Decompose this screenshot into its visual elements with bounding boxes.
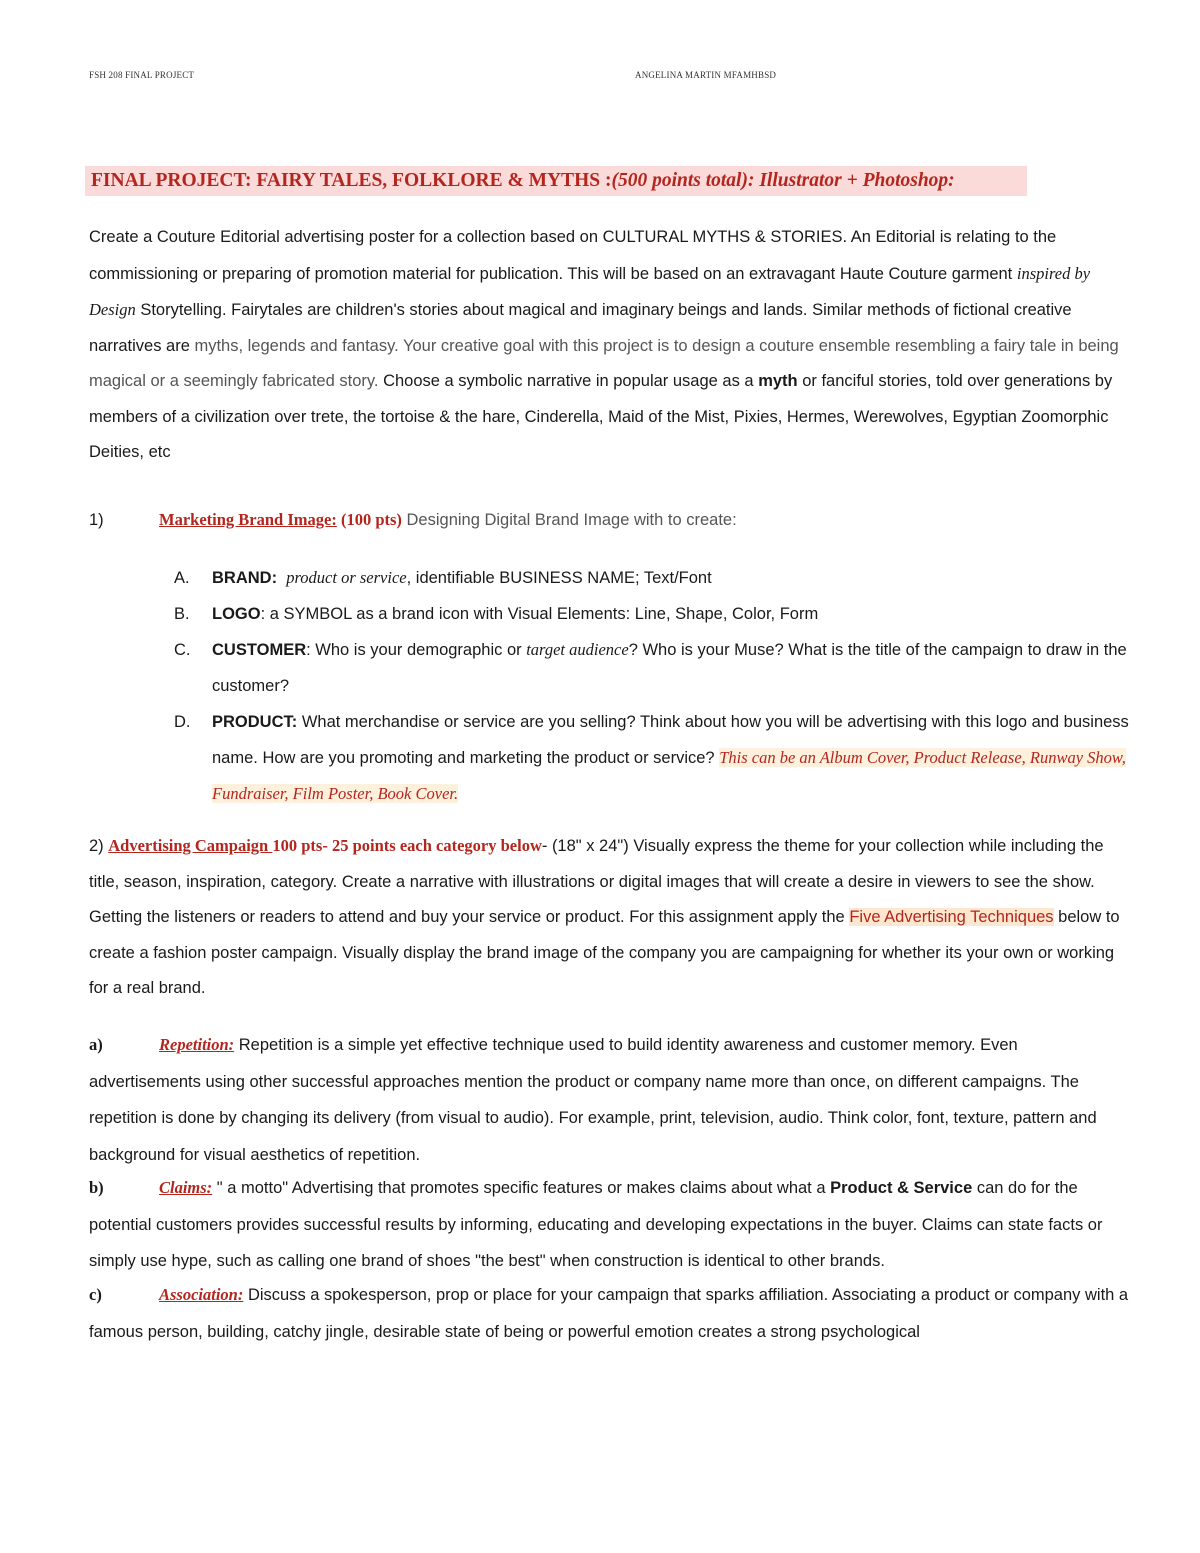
- section-2-text-1: - (18" x 24") Visually express the theme for your collection while including the title, season, inspiration, category. Create a narrative with illustrations or digital images that will create a desire in viewers to see the show. Getting the listeners or readers to attend and buy your service or product. For this assignment apply the: [89, 837, 1104, 926]
- list-bold: LOGO: [212, 605, 261, 623]
- list-emphasis: target audience: [526, 640, 629, 659]
- list-text: What merchandise or service are you selling? Think about how you will be advertising with this logo and business name. How are you promoting and marketing the product or service?: [212, 713, 1129, 767]
- technique-letter: c): [89, 1285, 102, 1304]
- technique-text: Repetition is a simple yet effective technique used to build identity awareness and customer memory. Even advertisements using other successful approaches mention the product or company name more than once, on different campaigns. The repetition is done by changing its delivery (from visual to audio). For example, print, television, audio. Think color, font, texture, pattern and background for visual aesthetics of repetition.: [89, 1036, 1097, 1164]
- intro-text-4: or fanciful stories, told over generations by members of a civilization over trete, the tortoise & the hare, Cinderella, Maid of the Mist, Pixies, Hermes, Werewolves, Egyptian Zoomorphic Deities, etc: [89, 372, 1113, 461]
- list-letter: C.: [174, 641, 191, 659]
- section-2-number: 2): [89, 837, 109, 855]
- page-title: [85, 166, 1027, 196]
- list-text: ? Who is your Muse? What is the title of the campaign to draw in the customer?: [212, 641, 1127, 695]
- section-1-text: Designing Digital Brand Image with to create:: [401, 511, 737, 529]
- intro-paragraph: [89, 220, 1134, 471]
- intro-text-gray: myths, legends and fantasy. Your creative goal with this project is to design a couture ensemble resembling a fairy tale in being magical or a seemingly fabricated story.: [89, 336, 1119, 390]
- intro-text-3: Choose a symbolic narrative in popular usage as a: [378, 372, 759, 390]
- section-1-heading: [89, 508, 737, 532]
- technique-letter: b): [89, 1178, 104, 1197]
- section-2-paragraph: [89, 828, 1134, 1007]
- list-letter: B.: [174, 605, 190, 623]
- technique-letter: a): [89, 1035, 103, 1054]
- list-text: : a SYMBOL as a brand icon with Visual Elements: Line, Shape, Color, Form: [260, 605, 819, 623]
- list-letter: D.: [174, 713, 191, 731]
- technique-text: Discuss a spokesperson, prop or place for your campaign that sparks affiliation. Associating a product or company with a famous person, building, catchy jingle, desirable state of being or powerful emotion creates a strong psychological: [89, 1286, 1129, 1341]
- technique-name: Association:: [159, 1285, 244, 1304]
- section-1-points: (100 pts): [336, 510, 402, 529]
- intro-text-2: Storytelling. Fairytales are children's stories about magical and imaginary beings and lands. Similar methods of fictional creative narratives are: [89, 301, 1072, 355]
- list-highlight: This can be an Album Cover, Product Release, Runway Show, Fundraiser, Film Poster, Book Cover.: [212, 748, 1126, 803]
- section-1-number: 1): [89, 511, 104, 529]
- section-2-points: 100 pts- 25 points each category below: [272, 836, 542, 855]
- intro-text-1: Create a Couture Editorial advertising poster for a collection based on CULTURAL MYTHS & STORIES. An Editorial is relating to the commissioning or preparing of promotion material for publication. This will be based on an extravagant Haute Couture garment: [89, 228, 1057, 283]
- list-text: : Who is your demographic or: [306, 641, 527, 659]
- section-2-label: Advertising Campaign: [108, 836, 273, 855]
- list-bold: BRAND:: [212, 569, 278, 587]
- technique-name: Claims:: [159, 1178, 213, 1197]
- list-bold: CUSTOMER: [212, 641, 307, 659]
- list-emphasis: product or service: [286, 568, 407, 587]
- header-course: FSH 208 FINAL PROJECT: [89, 70, 195, 80]
- technique-name: Repetition:: [159, 1035, 235, 1054]
- list-letter: A.: [174, 569, 190, 587]
- title-main: FINAL PROJECT: FAIRY TALES, FOLKLORE & MYTHS :: [91, 170, 612, 191]
- list-bold: PRODUCT:: [212, 713, 298, 731]
- technique-item: [89, 1027, 1134, 1173]
- section-2-text-2: below to create a fashion poster campaign. Visually display the brand image of the company you are campaigning for whether its your own or working for a real brand.: [89, 908, 1120, 997]
- section-1-label: Marketing Brand Image:: [159, 510, 337, 529]
- title-points: (500 points total): Illustrator + Photoshop:: [611, 170, 955, 191]
- technique-item: [89, 1170, 1134, 1280]
- list-text: , identifiable BUSINESS NAME; Text/Font: [406, 569, 712, 587]
- technique-text: " a motto" Advertising that promotes specific features or makes claims about what a: [212, 1179, 831, 1197]
- intro-emphasis: inspired by Design: [89, 263, 1091, 319]
- technique-text: can do for the potential customers provides successful results by informing, educating and developing expectations in the buyer. Claims can state facts or simply use hype, such as calling one brand of shoes "the best" when construction is identical to other brands.: [89, 1179, 1103, 1270]
- technique-bold: Product & Service: [830, 1179, 973, 1197]
- header-author: ANGELINA MARTIN MFAMHBSD: [635, 70, 777, 80]
- section-2-highlight: Five Advertising Techniques: [849, 908, 1054, 926]
- technique-item: [89, 1277, 1134, 1350]
- intro-bold: myth: [758, 372, 798, 390]
